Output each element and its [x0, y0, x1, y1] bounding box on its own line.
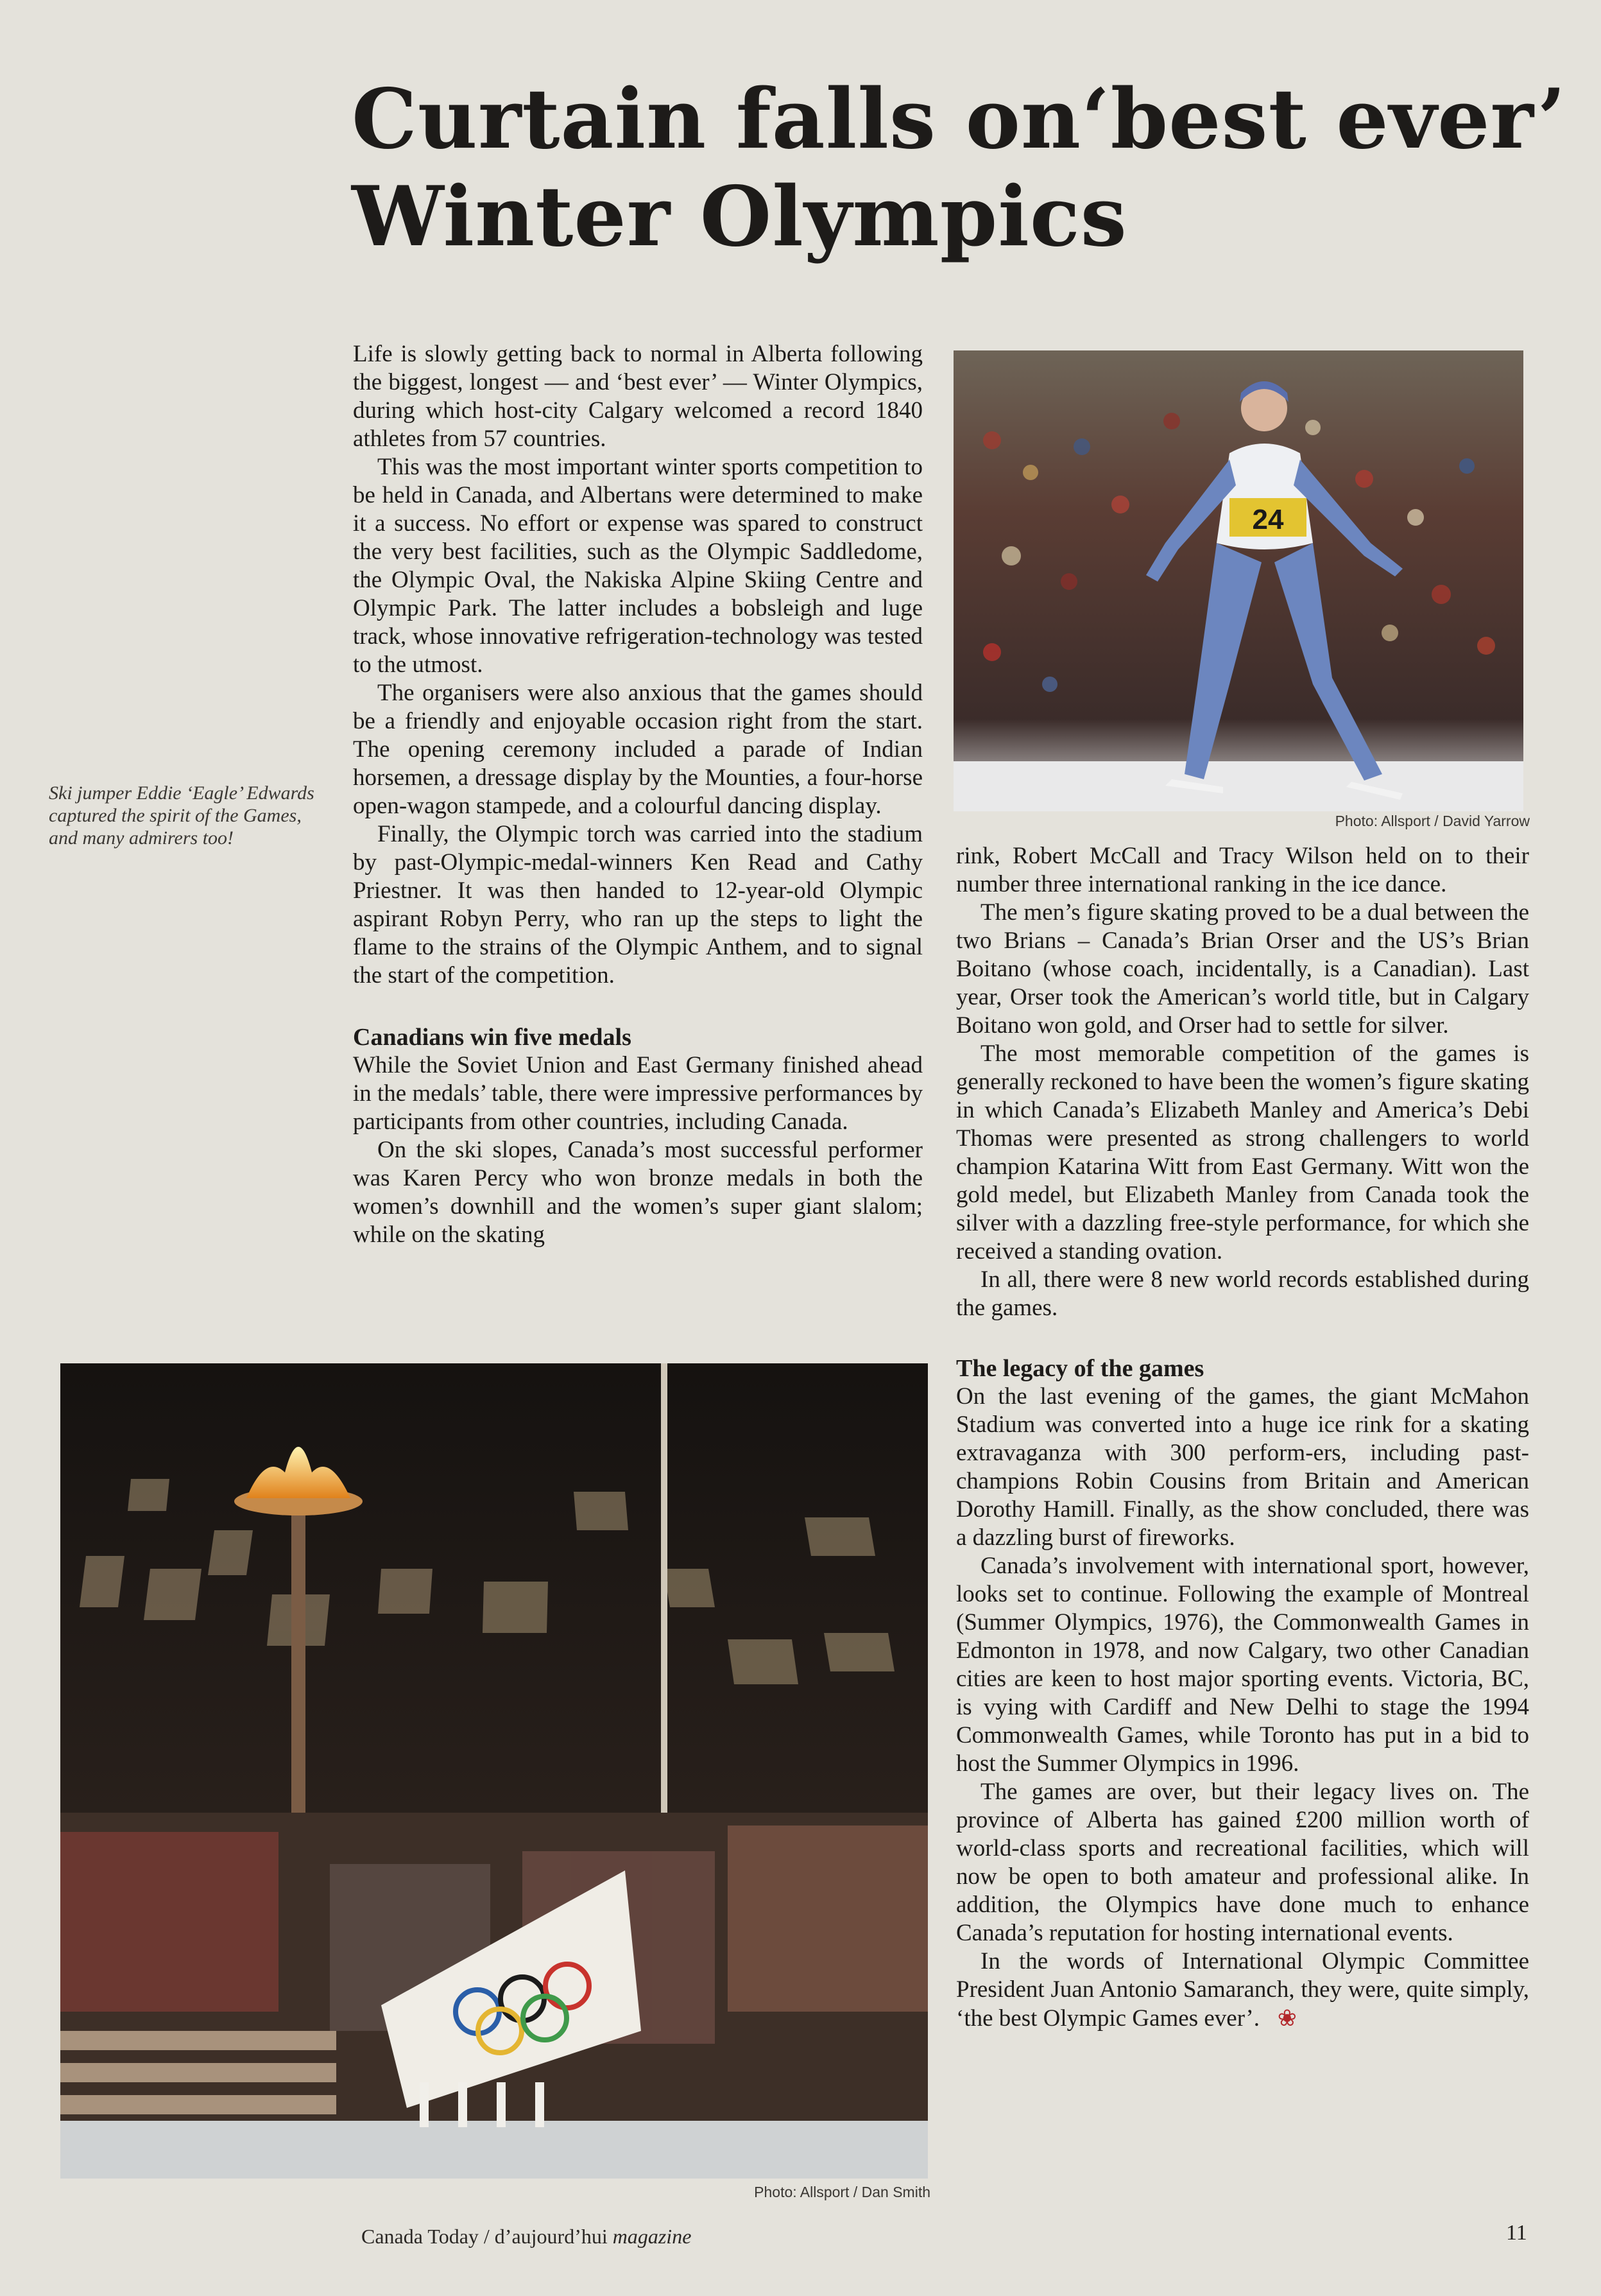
paragraph: rink, Robert McCall and Tracy Wilson held on to their number three international ranking in the ice dance.	[956, 843, 1529, 897]
publication-name: Canada Today / d’aujourd’hui	[361, 2225, 613, 2248]
photo-credit-bottom: Photo: Allsport / Dan Smith	[754, 2184, 930, 2200]
section-heading: The legacy of the games	[956, 1355, 1204, 1382]
article-column-left	[353, 340, 923, 1249]
paragraph: The men’s figure skating proved to be a dual between the two Brians – Canada’s Brian Orser and the US’s Brian Boitano (whose coach, incidentally, is a Canadian). Last year, Orser took the American’s world title, but in Calgary Boitano won gold, and Orser had to settle for silver.	[956, 899, 1529, 1039]
headline-line-1: Curtain falls on‘best ever’	[352, 71, 1567, 168]
publication-name-italic: magazine	[612, 2225, 692, 2248]
publication-footer	[361, 2225, 691, 2249]
ski-jumper-photo	[954, 350, 1523, 811]
paragraph: Finally, the Olympic torch was carried into the stadium by past-Olympic-medal-winners Ken Read and Cathy Priestner. It was then handed to 12-year-old Olympic aspirant Robyn Perry, who ran up the steps to light the flame to the strains of the Olympic Anthem, and to signal the start of the competition.	[353, 821, 923, 988]
paragraph: In the words of International Olympic Committee President Juan Antonio Samaranch, they were, quite simply, ‘the best Olympic Games ever’. ❀	[956, 1948, 1529, 2032]
photo-caption: Ski jumper Eddie ‘Eagle’ Edwards captured the spirit of the Games, and many admirers too!	[49, 782, 314, 849]
paragraph: The games are over, but their legacy lives on. The province of Alberta has gained £200 million worth of world-class sports and recreational facilities, which will now be open to both amateur and professional alike. In addition, the Olympics have done much to enhance Canada’s reputation for hosting international events.	[956, 1779, 1529, 1946]
headline-line-2: Winter Olympics	[352, 169, 1127, 265]
maple-leaf-icon: ❀	[1277, 2005, 1297, 2031]
paragraph: Life is slowly getting back to normal in Alberta following the biggest, longest — and ‘best ever’ — Winter Olympics, during which host-city Calgary welcomed a record 1840 athletes from 57 countries.	[353, 341, 923, 452]
article-column-right	[956, 842, 1529, 2033]
paragraph: While the Soviet Union and East Germany finished ahead in the medals’ table, there were impressive performances by participants from other countries, including Canada.	[353, 1052, 923, 1135]
paragraph: Canada’s involvement with international sport, however, looks set to continue. Following the example of Montreal (Summer Olympics, 1976), the Commonwealth Games in Edmonton in 1978, and now Calgary, two other Canadian cities are keen to host major sporting events. Victoria, BC, is vying with Cardiff and New Delhi to stage the 1994 Commonwealth Games, while Toronto has put in a bid to host the Summer Olympics in 1996.	[956, 1553, 1529, 1777]
closing-ceremony-photo	[60, 1363, 928, 2179]
photo-credit-top: Photo: Allsport / David Yarrow	[1335, 813, 1530, 829]
headline	[352, 71, 1571, 266]
paragraph: On the last evening of the games, the giant McMahon Stadium was converted into a huge ice rink for a skating extravaganza with 300 perform-ers, including past-champions Robin Cousins from Britain and American Dorothy Hamill. Finally, as the show concluded, there was a dazzling burst of fireworks.	[956, 1383, 1529, 1551]
paragraph: The organisers were also anxious that the games should be a friendly and enjoyable occasion right from the start. The opening ceremony included a parade of Indian horsemen, a dressage display by the Mounties, a four-horse open-wagon stampede, and a colourful dancing display.	[353, 680, 923, 819]
page-number: 11	[1506, 2221, 1527, 2245]
section-heading: Canadians win five medals	[353, 1024, 631, 1051]
paragraph: This was the most important winter sports competition to be held in Canada, and Albertans were determined to make it a success. No effort or expense was spared to construct the very best facilities, such as the Olympic Saddledome, the Olympic Oval, the Nakiska Alpine Skiing Centre and Olympic Park. The latter includes a bobsleigh and luge track, whose innovative refrigeration-technology was tested to the utmost.	[353, 454, 923, 678]
paragraph: In all, there were 8 new world records established during the games.	[956, 1266, 1529, 1321]
paragraph: The most memorable competition of the games is generally reckoned to have been the women’s figure skating in which Canada’s Elizabeth Manley and America’s Debi Thomas were presented as strong challengers to world champion Katarina Witt from East Germany. Witt won the gold medel, but Elizabeth Manley from Canada took the silver with a dazzling free-style performance, for which she received a standing ovation.	[956, 1040, 1529, 1265]
bib-number: 24	[1252, 504, 1284, 535]
paragraph: On the ski slopes, Canada’s most successful performer was Karen Percy who won bronze medals in both the women’s downhill and the women’s super giant slalom; while on the skating	[353, 1137, 923, 1248]
